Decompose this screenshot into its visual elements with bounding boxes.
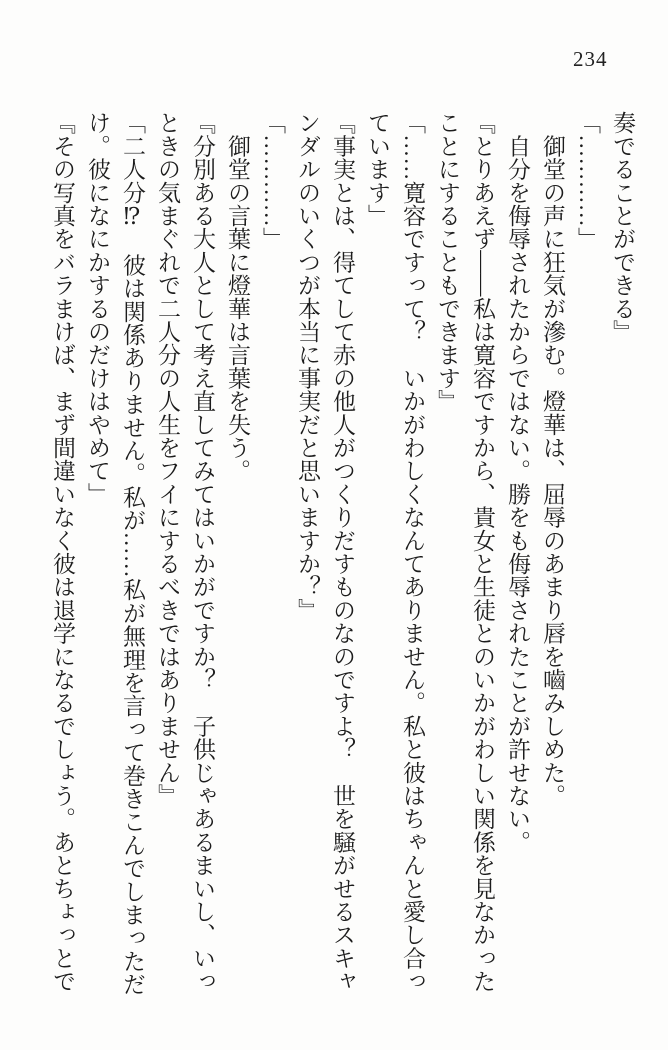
text-line-4: 自分を侮辱されたからではない。勝をも侮辱されたことが許せない。 — [505, 111, 530, 854]
text-line-16: け。彼になにかするのだけはやめて」 — [85, 111, 110, 506]
text-line-11: 「…………」 — [260, 111, 285, 251]
text-line-10: ンダルのいくつが本当に事実だと思いますか？』 — [295, 111, 320, 622]
text-line-13: 『分別ある大人として考え直してみてはいかがですか？ 子供じゃあるまいし、いっ — [190, 111, 215, 993]
page-number: 234 — [573, 47, 608, 71]
text-line-12: 御堂の言葉に燈華は言葉を失う。 — [225, 111, 250, 483]
text-line-17: 『その写真をバラまけば、まず間違いなく彼は退学になるでしょう。あとちょっとで — [50, 111, 75, 993]
text-line-6: ことにすることもできます』 — [435, 111, 460, 413]
text-line-15: 「二人分⁉ 彼は関係ありません。私が……私が無理を言って巻きこんでしまっただ — [120, 111, 145, 996]
text-line-14: ときの気まぐれで二人分の人生をフイにするべきではありません』 — [155, 111, 180, 807]
text-line-3: 御堂の声に狂気が滲む。燈華は、屈辱のあまり唇を嚙みしめた。 — [540, 111, 565, 807]
text-line-1: 奏でることができる』 — [610, 111, 635, 343]
text-line-2: 「…………」 — [575, 111, 600, 251]
text-line-5: 『とりあえず――私は寛容ですから、貴女と生徒とのいかがわしい関係を見なかった — [470, 111, 495, 993]
text-line-7: 「……寛容ですって？ いかがわしくなんてありません。私と彼はちゃんと愛し合っ — [400, 111, 425, 993]
text-line-9: 『事実とは、得てして赤の他人がつくりだすものなのですよ？ 世を騒がせるスキャ — [330, 111, 355, 993]
page-text — [44, 111, 640, 996]
text-line-8: ています」 — [365, 111, 390, 227]
